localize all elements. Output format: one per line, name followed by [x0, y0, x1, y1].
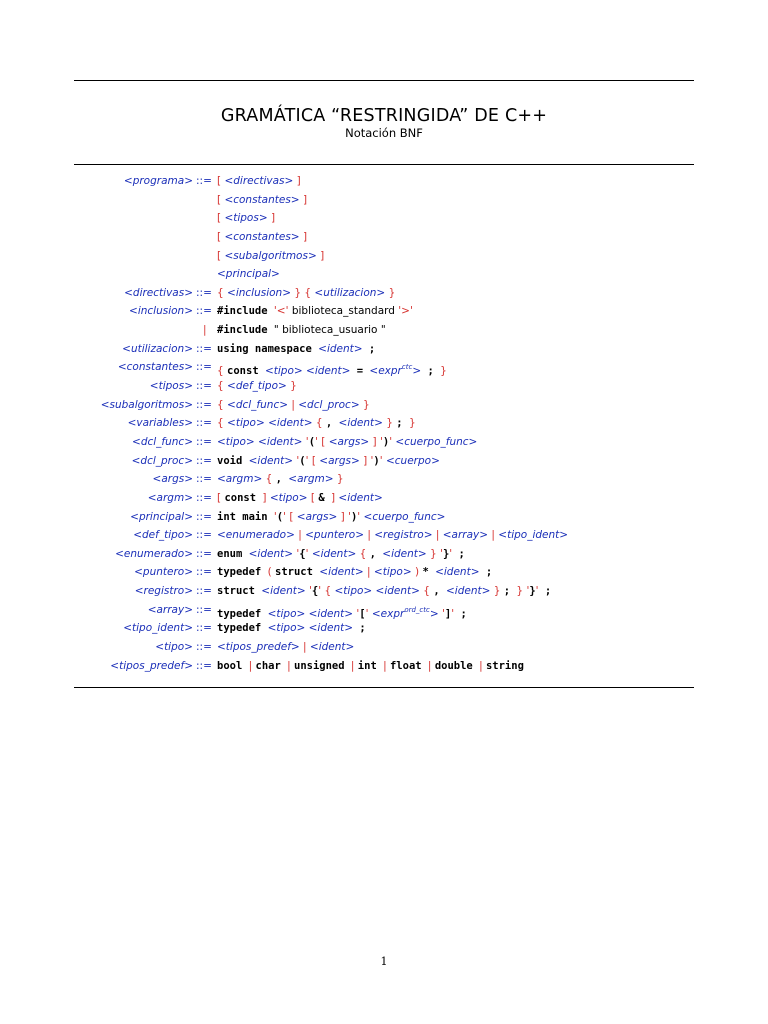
rule-token: float — [389, 659, 428, 672]
rule-operator: ::= — [196, 603, 212, 616]
rule-token: { — [299, 547, 306, 560]
rule-token: <ident> — [319, 566, 364, 579]
rule-definition — [217, 638, 354, 657]
rule-token: <tipo> <ident> — [334, 585, 420, 598]
rule-definition — [217, 321, 386, 340]
rule-nonterminal: <principal> — [130, 510, 193, 523]
grammar-rule-row — [0, 563, 768, 582]
rule-token: int — [357, 659, 384, 672]
grammar-rule-row — [0, 601, 768, 620]
rule-token: ; — [479, 566, 493, 579]
rule-token: typedef — [217, 566, 268, 579]
rule-definition — [217, 172, 301, 191]
rule-definition — [217, 526, 568, 545]
header-rule — [74, 164, 694, 165]
rule-token: ] — [330, 491, 339, 504]
rule-nonterminal: <args> — [152, 473, 193, 486]
document-subtitle: Notación BNF — [345, 126, 423, 140]
rule-token: unsigned — [294, 659, 351, 672]
rule-token: ] — [299, 230, 308, 243]
rule-token: { — [356, 547, 370, 560]
rule-token: <directivas> — [224, 175, 294, 187]
rule-token: ; — [353, 622, 366, 635]
rule-operator: ::= — [196, 286, 212, 299]
rule-token: " biblioteca_usuario " — [273, 324, 386, 337]
rule-nonterminal: <tipos> — [149, 380, 193, 393]
rule-token: { — [217, 417, 228, 430]
rule-token: ' — [305, 547, 312, 560]
rule-token: , — [433, 585, 446, 598]
rule-token: ' — [357, 510, 364, 523]
rule-token: <tipo> <ident> — [264, 365, 351, 378]
rule-token: <ident> — [382, 547, 427, 560]
rule-token: | — [432, 529, 443, 542]
rule-token: ] — [316, 249, 325, 262]
rule-token: <cuerpo_func> — [363, 510, 446, 523]
grammar-rule-row — [0, 321, 768, 340]
rule-token: } ' — [426, 547, 443, 560]
grammar-rule-row — [0, 340, 768, 359]
rule-token: | — [287, 659, 294, 672]
rule-token: } — [490, 585, 504, 598]
rule-nonterminal: <dcl_func> — [132, 435, 193, 448]
rule-definition — [217, 302, 413, 321]
rule-token: <ident> — [338, 417, 383, 430]
rule-token: ; — [538, 585, 552, 598]
rule-token: '>' — [398, 305, 413, 318]
rule-token: <cuerpo> — [385, 454, 440, 467]
grammar-rule-row — [0, 302, 768, 321]
rule-operator: ::= — [196, 547, 212, 560]
rule-token: ; — [454, 607, 467, 620]
rule-token: bool — [217, 659, 249, 672]
rule-token: '<' — [273, 305, 292, 318]
rule-token: } — [408, 417, 416, 430]
rule-token: ; — [503, 585, 517, 598]
rule-nonterminal: <argm> — [147, 491, 193, 504]
rule-definition — [217, 209, 275, 228]
rule-token: } — [385, 286, 396, 299]
rule-definition — [217, 414, 416, 433]
rule-token: { — [311, 585, 319, 598]
rule-token: { — [262, 473, 276, 486]
rule-token: <ident> — [435, 566, 480, 579]
rule-nonterminal: <constantes> — [117, 361, 193, 374]
rule-definition — [217, 377, 297, 396]
rule-token: <principal> — [217, 268, 280, 281]
rule-nonterminal: <def_tipo> — [133, 529, 193, 542]
rule-token: } — [359, 398, 370, 411]
rule-token: <ident> — [311, 547, 357, 560]
rule-token: <enumerado> — [217, 529, 295, 542]
rule-token: [ — [217, 249, 225, 262]
rule-token: ; — [362, 342, 376, 355]
rule-token: ; — [421, 365, 441, 378]
rule-definition — [217, 489, 383, 508]
rule-token: typedef — [217, 607, 268, 620]
rule-definition — [217, 508, 445, 527]
rule-operator: ::= — [196, 454, 212, 467]
rule-operator: ::= — [196, 529, 212, 542]
rule-token: string — [485, 659, 524, 672]
grammar-rule-row — [0, 638, 768, 657]
rule-token: ( — [308, 435, 316, 448]
rule-token: { — [217, 286, 228, 299]
rule-token: double — [434, 659, 480, 672]
rule-token: } — [529, 585, 536, 598]
rule-token: <ident> — [445, 585, 491, 598]
page-number: 1 — [380, 955, 388, 968]
rule-operator: ::= — [196, 435, 212, 448]
rule-token: char — [255, 659, 288, 672]
grammar-rule-row — [0, 191, 768, 210]
rule-token: } — [382, 417, 397, 430]
rule-operator: ::= — [196, 473, 212, 486]
rule-token: { — [312, 417, 326, 430]
rule-token: } — [440, 365, 447, 378]
rule-token: ; — [452, 547, 465, 560]
rule-token: <args> — [328, 435, 370, 448]
rule-operator: ::= — [196, 342, 212, 355]
rule-definition — [217, 265, 280, 284]
rule-nonterminal: <directivas> — [124, 286, 193, 299]
rule-nonterminal: <subalgoritmos> — [100, 398, 193, 411]
rule-token: , — [369, 547, 383, 560]
rule-token: ' [ — [305, 454, 320, 467]
rule-token: ] ' — [359, 454, 374, 467]
rule-nonterminal: <variables> — [127, 417, 193, 430]
rule-token: <subalgoritmos> — [224, 249, 317, 262]
rule-nonterminal: <dcl_proc> — [131, 454, 193, 467]
rule-token: <def_tipo> — [227, 380, 287, 393]
rule-token: [ — [217, 212, 225, 225]
rule-token: <argm> — [288, 473, 334, 486]
rule-token: ' — [449, 547, 453, 560]
rule-nonterminal: <utilizacion> — [122, 342, 193, 355]
grammar-rule-row — [0, 247, 768, 266]
rule-token: } — [442, 547, 450, 560]
rule-definition — [217, 191, 307, 210]
rule-token: <tipo> <ident> — [217, 435, 303, 448]
rule-token: ] ' — [369, 435, 383, 448]
rule-token: ' — [293, 547, 300, 560]
rule-token: <tipo> — [269, 491, 308, 504]
grammar-rule-row — [0, 582, 768, 601]
rule-token: <argm> — [217, 473, 263, 486]
rule-definition — [217, 619, 366, 638]
rule-token: <expr — [369, 365, 402, 378]
rule-definition — [217, 433, 477, 452]
rule-token: , — [325, 417, 339, 430]
rule-token: ( — [276, 510, 284, 523]
top-rule — [74, 80, 694, 81]
rule-token: typedef — [217, 622, 268, 635]
grammar-rule-row — [0, 452, 768, 471]
rule-token: ' — [438, 607, 445, 620]
rule-token: ( — [267, 566, 276, 579]
rule-token: | — [363, 566, 374, 579]
rule-token: ] ' — [337, 510, 351, 523]
rule-operator: ::= — [196, 510, 212, 523]
rule-token: biblioteca_standard — [291, 305, 399, 318]
rule-operator: ::= — [196, 641, 212, 654]
grammar-rule-row — [0, 414, 768, 433]
grammar-rule-row — [0, 228, 768, 247]
rule-nonterminal: <array> — [147, 603, 193, 616]
grammar-rule-row — [0, 489, 768, 508]
rule-operator: ::= — [196, 380, 212, 393]
rule-nonterminal: <tipo_ident> — [123, 622, 193, 635]
rule-token: <args> — [296, 510, 338, 523]
grammar-rule-row — [0, 265, 768, 284]
rule-token: [ — [307, 491, 319, 504]
rule-token: | — [248, 659, 256, 672]
rule-token: <tipo> <ident> — [267, 622, 354, 635]
rule-token: | — [288, 398, 299, 411]
rule-token: ] — [293, 175, 301, 187]
rule-definition — [217, 284, 395, 303]
grammar-rule-row — [0, 526, 768, 545]
rule-nonterminal: <puntero> — [134, 566, 193, 579]
rule-token: ' [ — [283, 510, 297, 523]
rule-token: <tipos_predef> — [217, 641, 300, 654]
rule-token: } ' — [516, 585, 530, 598]
grammar-rule-row — [0, 545, 768, 564]
rule-token: <ident> — [261, 585, 306, 598]
rule-nonterminal: <inclusion> — [129, 305, 193, 318]
rule-token: > — [412, 365, 422, 378]
rule-token: <ident> — [248, 547, 294, 560]
rule-token: using namespace — [217, 342, 319, 355]
bnf-grammar — [0, 172, 768, 675]
rule-token: [ — [217, 193, 225, 206]
rule-token: ] — [267, 212, 276, 225]
rule-token: = — [350, 365, 370, 378]
rule-token: <dcl_func> — [227, 398, 289, 411]
rule-token: | — [479, 659, 486, 672]
rule-token: #include — [217, 305, 274, 318]
rule-token: <registro> — [374, 529, 433, 542]
rule-token: <tipo> <ident> — [267, 607, 354, 620]
rule-token: & — [318, 491, 331, 504]
rule-token: void — [217, 454, 249, 467]
rule-token: ' [ — [315, 435, 329, 448]
grammar-rule-row — [0, 657, 768, 676]
rule-token: ctc — [401, 363, 413, 372]
rule-token: <ident> — [309, 641, 355, 654]
rule-token: <puntero> — [305, 529, 365, 542]
rule-token: ' — [305, 585, 312, 598]
rule-nonterminal: <tipo> — [155, 641, 193, 654]
rule-token: ' — [451, 607, 455, 620]
grammar-rule-row — [0, 619, 768, 638]
rule-operator: ::= — [196, 305, 212, 318]
rule-token: * — [422, 566, 436, 579]
rule-token: <constantes> — [224, 230, 300, 243]
rule-token: { — [217, 380, 228, 393]
rule-token: #include — [217, 324, 274, 337]
rule-token: <tipo> — [373, 566, 412, 579]
rule-token: <constantes> — [224, 193, 300, 206]
rule-token: <ident> — [338, 491, 383, 504]
rule-token: } { — [291, 286, 315, 299]
rule-definition — [217, 657, 524, 676]
rule-token: ' — [273, 510, 277, 523]
rule-operator: ::= — [196, 398, 212, 411]
rule-nonterminal: <registro> — [134, 585, 193, 598]
rule-token: ' — [389, 435, 396, 448]
rule-token: ' — [365, 607, 372, 620]
rule-token: { — [419, 585, 434, 598]
rule-token: struct — [275, 566, 320, 579]
rule-token: ord_ctc — [404, 605, 430, 614]
grammar-rule-row — [0, 358, 768, 377]
rule-token: | — [427, 659, 435, 672]
rule-token: <tipo_ident> — [498, 529, 569, 542]
rule-token: ] — [299, 193, 308, 206]
rule-token: [ — [217, 230, 225, 243]
rule-nonterminal: <enumerado> — [115, 547, 193, 560]
rule-token: <ident> — [248, 454, 294, 467]
rule-operator: ::= — [196, 585, 212, 598]
grammar-rule-row — [0, 433, 768, 452]
grammar-rule-row — [0, 172, 768, 191]
rule-nonterminal: <programa> — [123, 175, 193, 187]
grammar-rule-row — [0, 470, 768, 489]
rule-token: ' — [353, 607, 360, 620]
rule-token: enum — [217, 547, 249, 560]
rule-definition — [217, 396, 370, 415]
rule-definition — [217, 247, 324, 266]
rule-definition — [217, 470, 344, 489]
rule-token: struct — [217, 585, 262, 598]
rule-operator: ::= — [196, 361, 212, 374]
grammar-rule-row — [0, 396, 768, 415]
rule-token: > — [429, 607, 439, 620]
rule-token: <array> — [442, 529, 489, 542]
rule-token: | — [350, 659, 358, 672]
rule-token: <tipos> — [224, 212, 268, 225]
rule-token: ( — [299, 454, 306, 467]
rule-token: , — [275, 473, 289, 486]
rule-token: { — [217, 365, 228, 378]
grammar-rule-row — [0, 377, 768, 396]
rule-token: ) — [373, 454, 380, 467]
rule-definition — [217, 228, 307, 247]
rule-token: ' — [379, 454, 386, 467]
rule-operator: ::= — [196, 659, 212, 672]
grammar-rule-row — [0, 508, 768, 527]
rule-token: { — [217, 398, 228, 411]
bottom-rule — [74, 687, 694, 688]
document-title: GRAMÁTICA “RESTRINGIDA” DE C++ — [220, 106, 548, 126]
rule-token: ' — [293, 454, 300, 467]
rule-token: } — [286, 380, 297, 393]
rule-token: | — [383, 659, 390, 672]
rule-token: ] — [444, 607, 452, 620]
rule-token: <args> — [319, 454, 360, 467]
rule-token: int main — [217, 510, 274, 523]
rule-token: ' — [302, 435, 309, 448]
rule-token: ) — [382, 435, 390, 448]
rule-definition — [217, 545, 465, 564]
rule-definition — [217, 582, 551, 601]
rule-token: ] — [262, 491, 270, 504]
rule-token: [ — [359, 607, 366, 620]
rule-token: | — [488, 529, 499, 542]
rule-operator: ::= — [196, 491, 212, 504]
grammar-rule-row — [0, 284, 768, 303]
rule-token: ' — [535, 585, 539, 598]
rule-definition — [217, 452, 440, 471]
rule-nonterminal: <tipos_predef> — [110, 659, 193, 672]
rule-token: ; — [396, 417, 409, 430]
grammar-rule-row — [0, 209, 768, 228]
rule-token: | — [294, 529, 306, 542]
rule-operator: ::= — [196, 175, 212, 187]
rule-token: <ident> — [318, 342, 363, 355]
rule-token: | — [364, 529, 375, 542]
rule-token: <cuerpo_func> — [395, 435, 478, 448]
rule-token: <dcl_proc> — [298, 398, 360, 411]
rule-token: <utilizacion> — [314, 286, 386, 299]
rule-token: ' { — [318, 585, 335, 598]
rule-operator: ::= — [196, 417, 212, 430]
rule-token: ) — [411, 566, 423, 579]
rule-token: [ — [217, 175, 225, 187]
rule-token: <inclusion> — [227, 286, 292, 299]
rule-operator: ::= — [196, 622, 212, 635]
rule-definition — [217, 563, 492, 582]
rule-token: } — [333, 473, 344, 486]
rule-token: ) — [350, 510, 358, 523]
rule-token: const — [227, 365, 265, 378]
rule-definition — [217, 340, 375, 359]
rule-operator: ::= — [196, 566, 212, 579]
rule-token: [ — [217, 491, 225, 504]
rule-token: const — [224, 491, 263, 504]
rule-operator: | — [203, 324, 207, 337]
rule-token: | — [299, 641, 310, 654]
rule-token: <expr — [371, 607, 405, 620]
rule-token: <tipo> <ident> — [227, 417, 313, 430]
